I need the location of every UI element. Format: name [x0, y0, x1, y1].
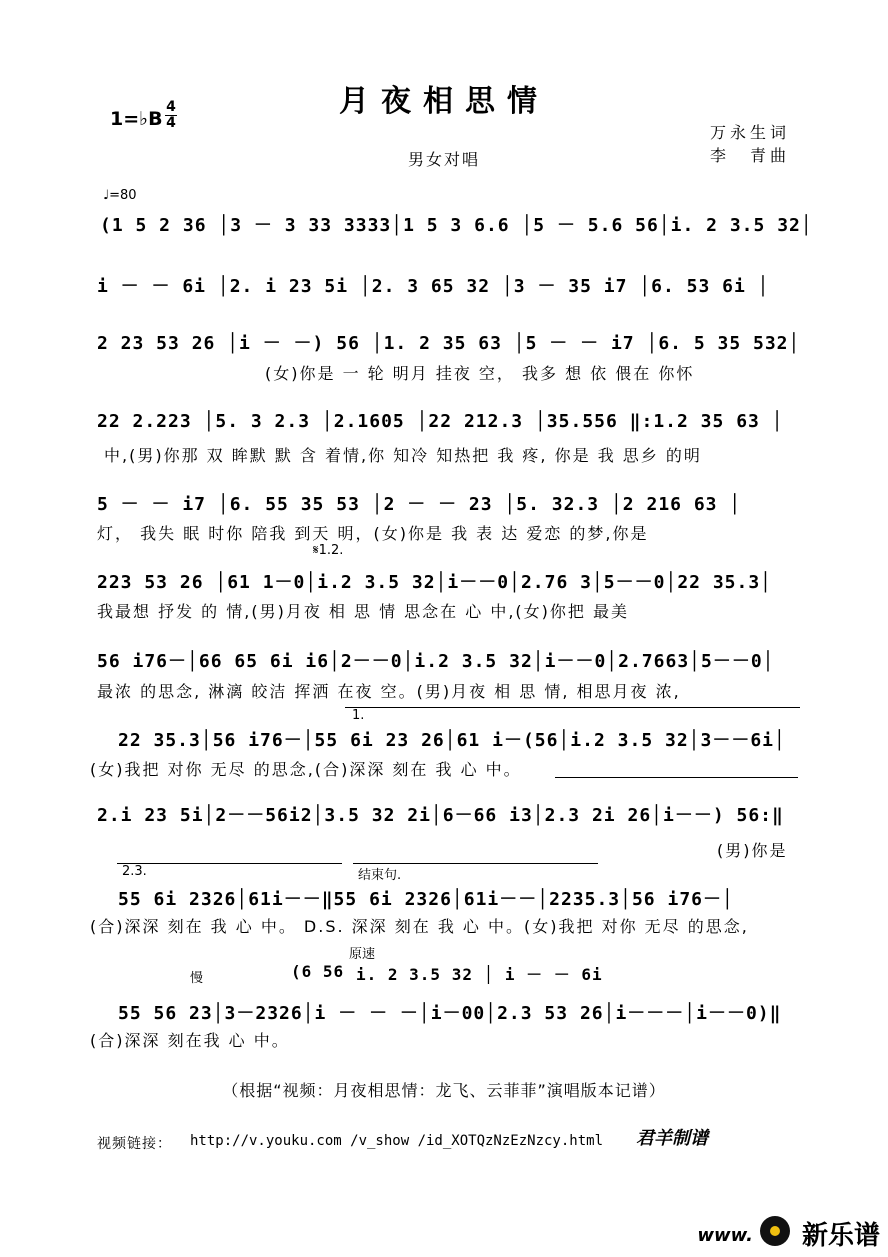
lyrics-line-7: 最浓 的思念, 淋漓 皎洁 挥洒 在夜 空。(男)月夜 相 思 情, 相思月夜 浓, — [97, 682, 681, 701]
volta-23-bracket — [117, 863, 342, 864]
notation-line-1: (1 5 2 36 │3 － 3 33 3333│1 5 3 6.6 │5 － 5.6 56│i. 2 3.5 32│ — [100, 215, 813, 236]
original-tempo-mark: 原速 — [349, 947, 376, 962]
notation-line-7: 56 i76－│66 65 6i i6│2－－0│i.2 3.5 32│i－－0│2.7663│5－－0│ — [97, 651, 775, 672]
lyrics-line-6: 我最想 抒发 的 情,(男)月夜 相 思 情 思念在 心 中,(女)你把 最美 — [97, 602, 630, 621]
video-link-label: 视频链接： — [97, 1136, 172, 1152]
volta-23-label: 2.3. — [122, 864, 147, 879]
source-note: （根据“视频：月夜相思情：龙飞、云菲菲”演唱版本记谱） — [222, 1081, 666, 1100]
watermark-www: www. — [697, 1225, 753, 1246]
lyrics-line-4: 中,(男)你那 双 眸默 默 含 着情,你 知冷 知热把 我 疼, 你是 我 思乡 的明 — [104, 446, 702, 465]
transcriber-signature: 君羊制谱 — [636, 1128, 708, 1149]
notation-line-3: 2 23 53 26 │i － －) 56 │1. 2 35 63 │5 － － i7 │6. 5 35 532│ — [97, 333, 801, 354]
time-signature — [165, 100, 177, 131]
lyrics-line-8: (女)我把 对你 无尽 的思念,(合)深深 刻在 我 心 中。 — [90, 760, 522, 779]
slow-mark: 慢 — [190, 971, 204, 986]
notation-line-6: 223 53 26 │61 1－0│i.2 3.5 32│i－－0│2.76 3│5－－0│22 35.3│ — [97, 572, 773, 593]
lyrics-line-11: (合)深深 刻在我 心 中。 — [90, 1031, 290, 1050]
lyrics-line-5: 灯， 我失 眠 时你 陪我 到天 明，(女)你是 我 表 达 爱恋 的梦,你是 — [97, 524, 649, 543]
key-signature: 1=♭B — [110, 108, 163, 130]
segno-mark: 𝄋1.2. — [313, 543, 344, 558]
performance-style: 男女对唱 — [408, 150, 481, 169]
song-title: 月夜相思情 — [339, 84, 549, 119]
notation-line-4: 22 2.223 │5. 3 2.3 │2.1605 │22 212.3 │35.556 ‖:1.2 35 63 │ — [97, 411, 784, 432]
lyrics-line-3: (女)你是 一 轮 明月 挂夜 空， 我多 想 依 偎在 你怀 — [265, 364, 695, 383]
composer-credit: 李 青曲 — [709, 146, 790, 165]
aux-notes-right: i. 2 3.5 32 │ i － － 6i — [356, 965, 603, 984]
notation-line-5: 5 － － i7 │6. 55 35 53 │2 － － 23 │5. 32.3 │2 216 63 │ — [97, 494, 742, 515]
meter-top: 4 — [166, 99, 176, 115]
watermark-logo-icon — [760, 1216, 790, 1246]
notation-line-2: i － － 6i │2. i 23 5i │2. 3 65 32 │3 － 35 i7 │6. 53 6i │ — [97, 276, 770, 297]
tempo-marking: ♩=80 — [103, 188, 137, 203]
volta-1-label: 1. — [352, 708, 365, 723]
lyricist-credit: 万永生词 — [709, 123, 790, 142]
ending-label: 结束句. — [358, 868, 402, 883]
aux-notes-left: (6 56 — [291, 962, 345, 981]
notation-line-9: 2.i 23 5i│2－－56i2│3.5 32 2i│6－66 i3│2.3 2i 26│i－－) 56:‖ — [97, 805, 784, 826]
volta-1-bracket — [345, 707, 800, 708]
meter-bottom: 4 — [166, 115, 176, 131]
lyrics-line-10: (合)深深 刻在 我 心 中。 D.S. 深深 刻在 我 心 中。(女)我把 对你 无尽 的思念, — [90, 917, 749, 936]
notation-line-10: 55 6i 2326│61i－－‖55 6i 2326│61i－－│2235.3│56 i76－│ — [118, 889, 734, 910]
watermark-brand: 新乐谱 — [801, 1221, 880, 1251]
notation-line-8: 22 35.3│56 i76－│55 6i 23 26│61 i－(56│i.2 3.5 32│3－－6i│ — [118, 730, 786, 751]
notation-line-11: 55 56 23│3－2326│i － － －│i－00│2.3 53 26│i－－－│i－－0)‖ — [118, 1003, 782, 1024]
volta-bracket-line — [555, 777, 798, 778]
video-link-url[interactable]: http://v.youku.com /v_show /id_XOTQzNzEzNzcy.html — [190, 1133, 604, 1149]
male-cue-lyric: (男)你是 — [717, 841, 788, 860]
